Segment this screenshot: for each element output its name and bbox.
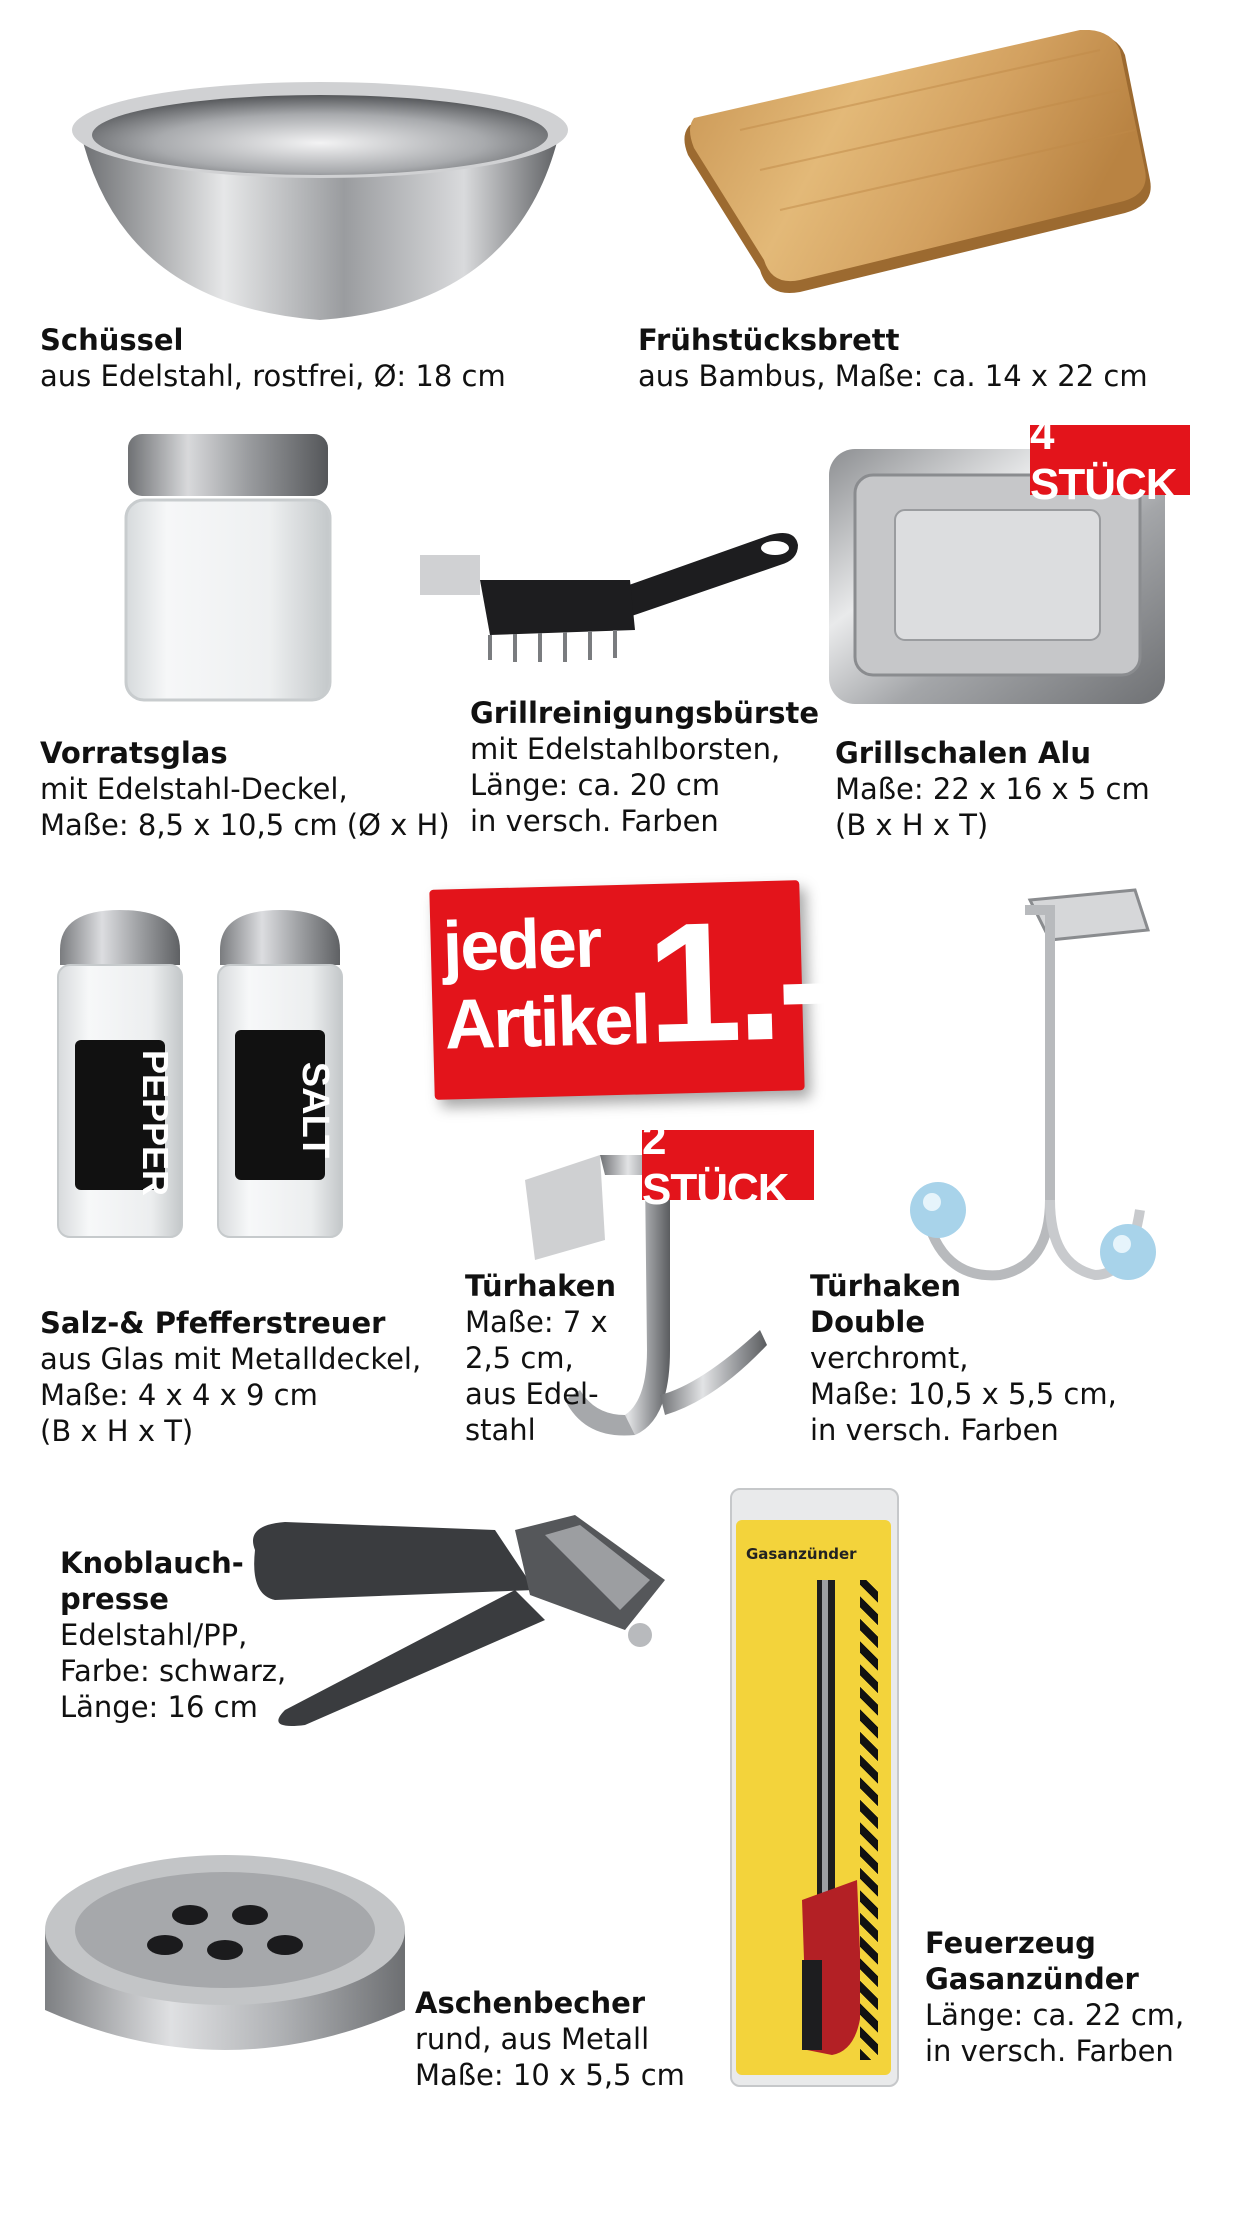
product-title: Grillschalen Alu — [835, 736, 1091, 770]
storage-jar-image — [120, 430, 335, 710]
product-desc: aus Bambus, Maße: ca. 14 x 22 cm — [638, 359, 1148, 393]
product-schuessel — [40, 322, 506, 394]
product-desc: Maße: 7 x — [465, 1305, 608, 1339]
product-fruehstuecksbrett — [638, 322, 1148, 394]
product-knoblauchpresse — [60, 1545, 286, 1725]
product-grillbuerste — [470, 695, 819, 839]
product-gasanzuender — [925, 1925, 1184, 2069]
package-label: Gasanzünder — [746, 1545, 857, 1563]
product-desc: Maße: 4 x 4 x 9 cm — [40, 1378, 318, 1412]
product-desc: Maße: 10 x 5,5 cm — [415, 2058, 685, 2092]
product-title: Feuerzeug — [925, 1926, 1096, 1960]
product-salz-pfeffer — [40, 1305, 421, 1449]
product-vorratsglas — [40, 735, 450, 843]
product-title: Vorratsglas — [40, 736, 228, 770]
pepper-label: PEPPER — [135, 1050, 176, 1197]
product-desc: Maße: 8,5 x 10,5 cm (Ø x H) — [40, 808, 450, 842]
salt-label: SALT — [294, 1061, 336, 1159]
double-door-hook-image — [900, 880, 1160, 1320]
product-title: Schüssel — [40, 323, 184, 357]
product-grillschalen — [835, 735, 1150, 843]
product-desc: Länge: ca. 22 cm, — [925, 1998, 1185, 2032]
product-desc: mit Edelstahl-Deckel, — [40, 772, 348, 806]
product-desc: aus Edelstahl, rostfrei, Ø: 18 cm — [40, 359, 506, 393]
product-desc: rund, aus Metall — [415, 2022, 650, 2056]
product-desc: Edelstahl/PP, — [60, 1618, 248, 1652]
product-desc: (B x H x T) — [835, 808, 989, 842]
product-desc: aus Edel- — [465, 1377, 599, 1411]
garlic-press-image — [245, 1510, 685, 1740]
quantity-badge: 4 STÜCK — [1030, 425, 1190, 495]
product-title: Grillreinigungsbürste — [470, 696, 819, 730]
product-title: Frühstücksbrett — [638, 323, 900, 357]
product-desc: stahl — [465, 1413, 536, 1447]
product-title: Türhaken — [465, 1269, 617, 1303]
product-desc: (B x H x T) — [40, 1414, 194, 1448]
product-aschenbecher — [415, 1985, 685, 2093]
product-desc: in versch. Farben — [470, 804, 719, 838]
gas-lighter-package — [730, 1488, 899, 2087]
product-title: Aschenbecher — [415, 1986, 646, 2020]
promo-line-1: jeder — [441, 903, 602, 986]
bowl-image — [60, 75, 580, 325]
product-title: Türhaken — [810, 1269, 962, 1303]
product-title: Double — [810, 1305, 926, 1339]
product-desc: Farbe: schwarz, — [60, 1654, 287, 1688]
product-desc: Maße: 22 x 16 x 5 cm — [835, 772, 1150, 806]
promo-price: 1.- — [644, 884, 830, 1080]
promo-panel — [429, 880, 830, 1100]
promo-line-2: Artikel — [443, 980, 650, 1064]
product-tuerhaken-double — [810, 1268, 1117, 1448]
product-desc: in versch. Farben — [810, 1413, 1059, 1447]
product-title: Knoblauch- — [60, 1546, 244, 1580]
product-title: Gasanzünder — [925, 1962, 1139, 1996]
product-desc: mit Edelstahlborsten, — [470, 732, 781, 766]
product-desc: 2,5 cm, — [465, 1341, 574, 1375]
product-title: Salz-& Pfefferstreuer — [40, 1306, 386, 1340]
product-tuerhaken — [465, 1268, 616, 1448]
bamboo-board-image — [680, 30, 1160, 300]
product-desc: verchromt, — [810, 1341, 969, 1375]
product-title: presse — [60, 1582, 169, 1616]
product-desc: in versch. Farben — [925, 2034, 1174, 2068]
product-desc: aus Glas mit Metalldeckel, — [40, 1342, 422, 1376]
product-desc: Maße: 10,5 x 5,5 cm, — [810, 1377, 1117, 1411]
product-desc: Länge: 16 cm — [60, 1690, 258, 1724]
ashtray-image — [40, 1820, 410, 2080]
quantity-badge: 2 STÜCK — [642, 1130, 814, 1200]
grill-brush-image — [420, 520, 800, 670]
product-desc: Länge: ca. 20 cm — [470, 768, 721, 802]
